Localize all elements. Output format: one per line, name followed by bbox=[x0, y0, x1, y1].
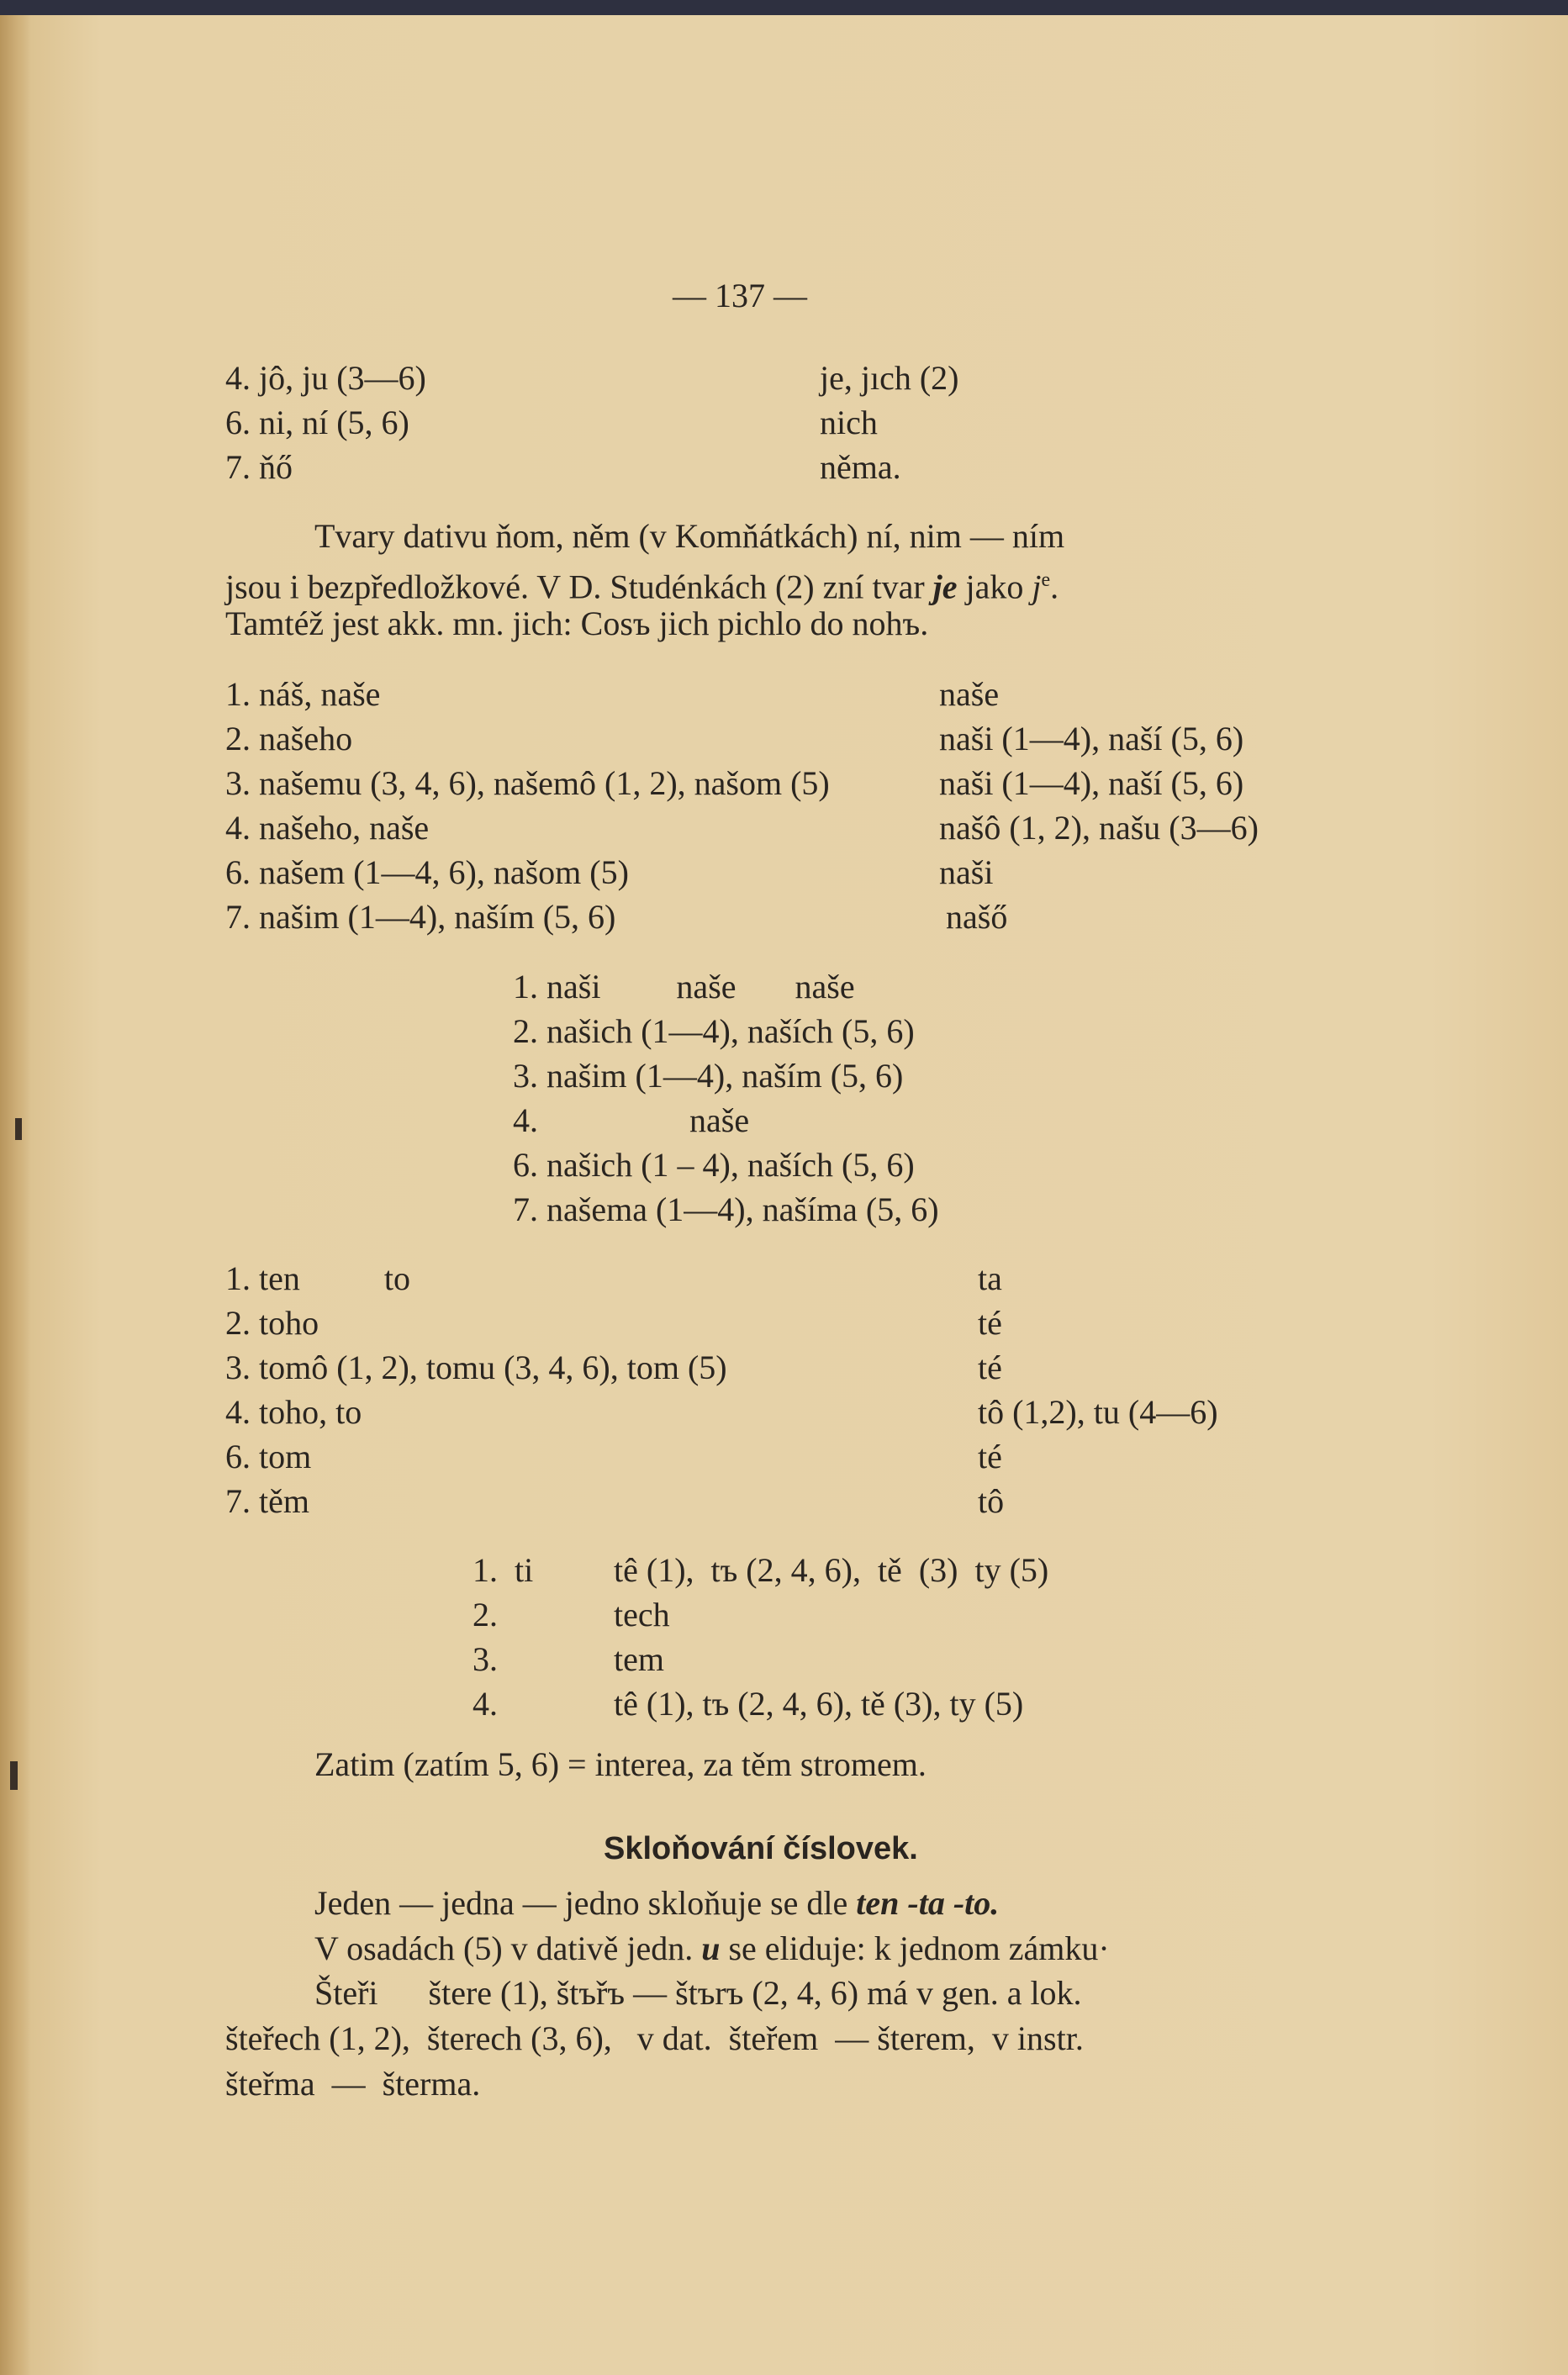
table-row: 7. ňő bbox=[225, 448, 293, 486]
table-row: 7. našim (1—4), naším (5, 6) bbox=[225, 898, 616, 936]
table-cell-forms: tê (1), tъ (2, 4, 6), tě (3), ty (5) bbox=[614, 1685, 1024, 1723]
margin-mark bbox=[10, 1761, 18, 1790]
table-cell-plural: té bbox=[978, 1348, 1002, 1386]
table-cell-plural: našô (1, 2), našu (3—6) bbox=[939, 809, 1259, 847]
table-row: 6. našem (1—4, 6), našom (5) bbox=[225, 853, 629, 891]
page-number: — 137 — bbox=[673, 277, 807, 314]
italic-form: ten -ta -to. bbox=[856, 1884, 1000, 1922]
table-row: 3. našemu (3, 4, 6), našemô (1, 2), našom (5) bbox=[225, 764, 830, 802]
table-cell-plural: naši (1—4), naší (5, 6) bbox=[939, 764, 1244, 802]
paragraph-line: V osadách (5) v dativě jedn. u se eliduje: k jednom zámku· bbox=[314, 1929, 1110, 1967]
table-row: 3. našim (1—4), naším (5, 6) bbox=[513, 1057, 904, 1095]
table-cell-forms: tech bbox=[614, 1596, 670, 1633]
table-cell-plural: tô (1,2), tu (4—6) bbox=[978, 1393, 1218, 1431]
section-heading: Skloňování číslovek. bbox=[604, 1831, 918, 1866]
table-row: 1. náš, naše bbox=[225, 675, 381, 713]
table-cell-plural: té bbox=[978, 1304, 1002, 1342]
page-spine-shadow bbox=[0, 15, 30, 2375]
table-cell-plural: naši bbox=[939, 853, 994, 891]
table-row: 1. ten to bbox=[225, 1259, 410, 1297]
table-cell-plural: nich bbox=[820, 404, 878, 441]
paragraph-line: jsou i bezpředložkové. V D. Studénkách (2) zní tvar je jako $j^e$. bbox=[225, 567, 1059, 606]
table-cell-plural: je, jıch (2) bbox=[820, 359, 959, 397]
table-row: 4. bbox=[473, 1685, 498, 1723]
table-cell-plural: té bbox=[978, 1438, 1002, 1475]
paragraph-line: Zatim (zatím 5, 6) = interea, za těm stromem. bbox=[314, 1745, 927, 1783]
table-row: 3. tomô (1, 2), tomu (3, 4, 6), tom (5) bbox=[225, 1348, 727, 1386]
table-row: 3. bbox=[473, 1640, 498, 1678]
paragraph-line: šteřma — šterma. bbox=[225, 2065, 481, 2103]
table-row: 6. našich (1 – 4), naších (5, 6) bbox=[513, 1146, 915, 1184]
table-row: 6. ni, ní (5, 6) bbox=[225, 404, 409, 441]
table-row: 4. naše bbox=[513, 1101, 750, 1139]
paragraph-line: Tvary dativu ňom, něm (v Komňátkách) ní, nim — ním bbox=[314, 517, 1065, 555]
table-row: 1. naši naše naše bbox=[513, 968, 855, 1005]
table-row: 4. jô, ju (3—6) bbox=[225, 359, 426, 397]
table-cell-forms: tê (1), tъ (2, 4, 6), tě (3) ty (5) bbox=[614, 1551, 1049, 1589]
table-cell-plural: tô bbox=[978, 1482, 1005, 1520]
italic-form: je bbox=[932, 567, 958, 606]
table-row: 2. bbox=[473, 1596, 498, 1633]
table-cell-plural: naše bbox=[939, 675, 1000, 713]
paragraph-line: Šteři štere (1), štъřъ — štъrъ (2, 4, 6) má v gen. a lok. bbox=[314, 1974, 1082, 2012]
table-cell-forms: tem bbox=[614, 1640, 664, 1678]
table-row: 4. toho, to bbox=[225, 1393, 362, 1431]
table-row: 7. těm bbox=[225, 1482, 309, 1520]
scan-top-edge bbox=[0, 0, 1568, 15]
margin-mark bbox=[15, 1118, 22, 1140]
paragraph-line: šteřech (1, 2), šterech (3, 6), v dat. šteřem — šterem, v instr. bbox=[225, 2019, 1084, 2057]
table-row: 2. našeho bbox=[225, 720, 353, 757]
paragraph-line: Jeden — jedna — jedno skloňuje se dle ten -ta -to. bbox=[314, 1884, 1000, 1922]
table-row: 2. toho bbox=[225, 1304, 319, 1342]
table-row: 1. ti bbox=[473, 1551, 534, 1589]
table-row: 7. našema (1—4), našíma (5, 6) bbox=[513, 1190, 939, 1228]
table-cell-plural: něma. bbox=[820, 448, 901, 486]
table-row: 6. tom bbox=[225, 1438, 312, 1475]
table-cell-plural: naši (1—4), naší (5, 6) bbox=[939, 720, 1244, 757]
italic-form: u bbox=[701, 1929, 721, 1967]
table-cell-plural: ta bbox=[978, 1259, 1002, 1297]
table-row: 4. našeho, naše bbox=[225, 809, 430, 847]
table-row: 2. našich (1—4), naších (5, 6) bbox=[513, 1012, 915, 1050]
paragraph-line: Tamtéž jest akk. mn. jich: Cosъ jich pichlo do nohъ. bbox=[225, 604, 929, 642]
table-cell-plural: našő bbox=[946, 898, 1008, 936]
